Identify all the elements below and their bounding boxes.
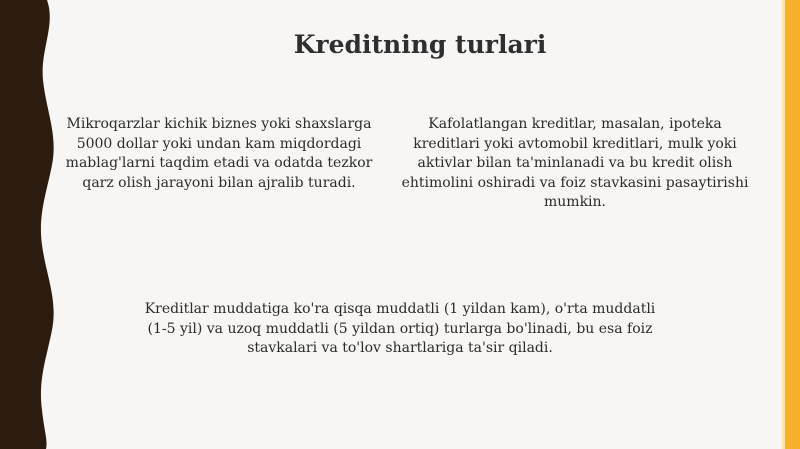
right-accent-fill — [785, 0, 800, 449]
right-accent-bar — [782, 0, 800, 449]
paragraph-credit-terms: Kreditlar muddatiga ko'ra qisqa muddatli (1 yildan kam), o'rta muddatli (1-5 yil) va uzoq muddatli (5 yildan ortiq) turlarga bo'linadi, bu esa foiz stavkalari va to'lov shartlariga ta'sir qiladi. — [144, 301, 656, 356]
left-wave-shape — [0, 0, 54, 449]
paragraph-microcredits: Mikroqarzlar kichik biznes yoki shaxslarga 5000 dollar yoki undan kam miqdordagi mablag'larni taqdim etadi va odatda tezkor qarz olish jarayoni bilan ajralib turadi. — [65, 116, 373, 191]
left-wave-decoration — [0, 0, 70, 449]
slide-title: Kreditning turlari — [293, 30, 547, 59]
paragraph-secured-credits: Kafolatlangan kreditlar, masalan, ipoteka kreditlari yoki avtomobil kreditlari, mulk yoki aktivlar bilan ta'minlanadi va bu kredit olish ehtimolini oshiradi va foiz stavkasini pasaytirishi mumkin. — [401, 116, 749, 210]
